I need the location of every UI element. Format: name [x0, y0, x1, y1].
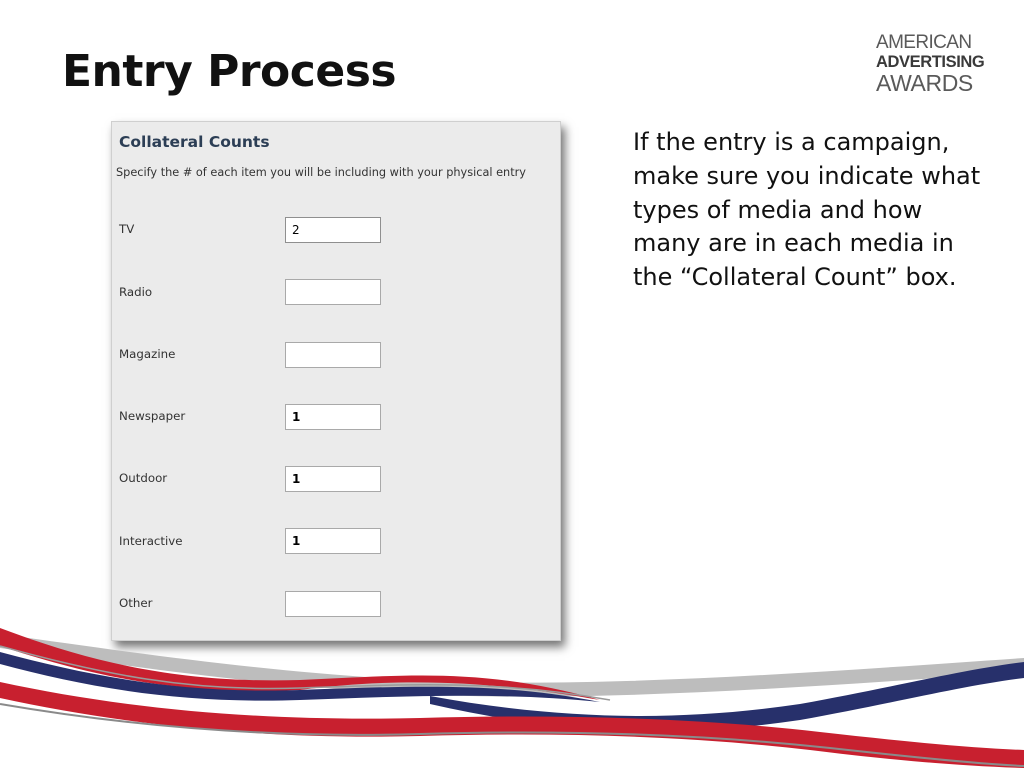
tv-label: TV [119, 222, 135, 236]
slide-title: Entry Process [62, 46, 397, 97]
logo-line-3: AWARDS [876, 69, 973, 96]
interactive-count-input[interactable] [285, 528, 381, 554]
outdoor-label: Outdoor [119, 471, 168, 485]
magazine-count-input[interactable] [285, 342, 381, 368]
other-label: Other [119, 596, 153, 610]
radio-label: Radio [119, 285, 153, 299]
logo-line-2: ADVERTISING [876, 53, 985, 71]
interactive-label: Interactive [119, 534, 183, 548]
radio-count-input[interactable] [285, 279, 381, 305]
american-advertising-awards-logo [876, 32, 985, 96]
collateral-counts-panel [111, 121, 561, 641]
tv-count-input[interactable] [285, 217, 381, 243]
instruction-text: If the entry is a campaign, make sure you indicate what types of media and how many are in each media in the “Collateral Count” box. [633, 128, 981, 292]
newspaper-label: Newspaper [119, 409, 186, 423]
panel-subtitle: Specify the # of each item you will be including with your physical entry [116, 166, 526, 179]
newspaper-count-input[interactable] [285, 404, 381, 430]
patriotic-ribbons-decoration [0, 600, 1024, 768]
logo-line-1: AMERICAN [876, 32, 972, 53]
panel-title: Collateral Counts [119, 133, 270, 151]
magazine-label: Magazine [119, 347, 176, 361]
outdoor-count-input[interactable] [285, 466, 381, 492]
